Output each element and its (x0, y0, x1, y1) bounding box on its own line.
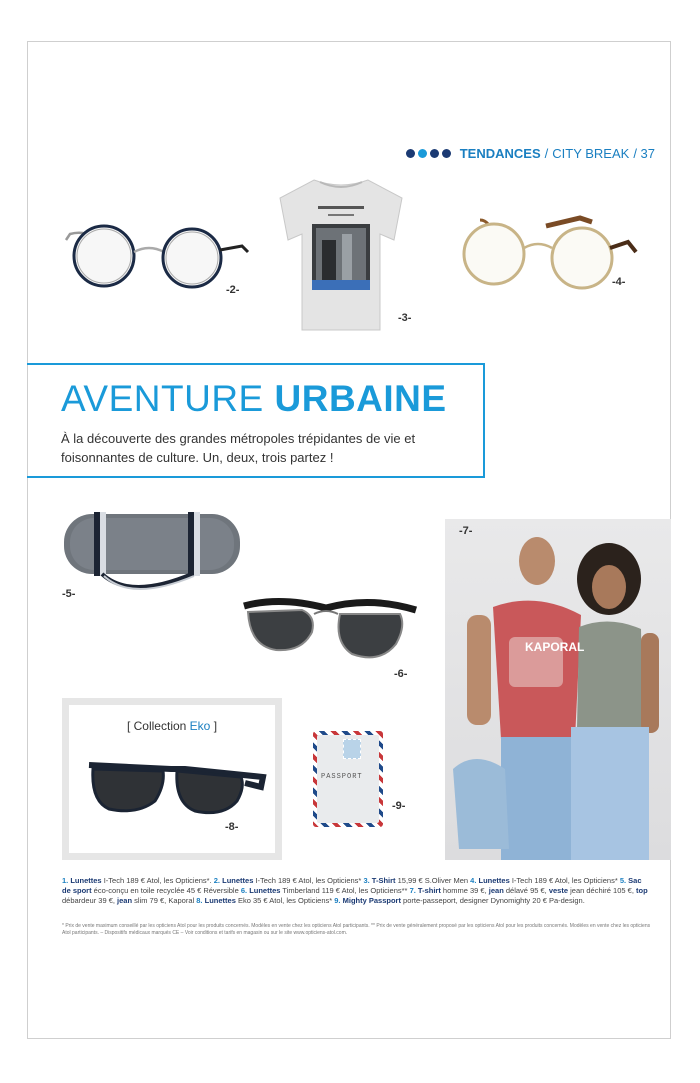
separator: / (544, 146, 549, 161)
couple-photo (445, 519, 671, 860)
item-number-5: -5- (62, 588, 76, 600)
caption-item: Lunettes (478, 876, 510, 885)
title-part-1: AVENTURE (61, 378, 275, 419)
caption-item: top (636, 886, 648, 895)
caption-item: Lunettes (249, 886, 281, 895)
tshirt-image (276, 176, 406, 334)
round-glasses-image (62, 220, 252, 290)
caption-number: 4. (470, 876, 479, 885)
item-number-7: -7- (459, 525, 473, 537)
collection-prefix: [ Collection (126, 719, 190, 733)
wayfarer-sunglasses-image (85, 757, 267, 821)
dot-icon (442, 149, 451, 158)
caption-item: Lunettes (70, 876, 102, 885)
caption-item: jean (117, 896, 133, 905)
caption-number: 1. (62, 876, 71, 885)
caption-item: T-Shirt (371, 876, 396, 885)
collection-title (69, 719, 275, 733)
item-number-2: -2- (226, 284, 240, 296)
caption-desc: Eko 35 € Atol, les Opticiens* (235, 896, 335, 905)
caption-item: veste (548, 886, 569, 895)
clubmaster-sunglasses-image (240, 596, 420, 676)
item-number-4: -4- (612, 276, 626, 288)
caption-item: jean (488, 886, 504, 895)
page-number: / 37 (633, 146, 655, 161)
caption-item: Sac de sport (62, 876, 642, 895)
caption-desc: I-Tech 189 € Atol, les Opticiens*. (101, 876, 214, 885)
collection-name: Eko (189, 719, 211, 733)
caption-number: 5. (619, 876, 629, 885)
caption-desc: éco-conçu en toile recyclée 45 € Réversible (91, 886, 241, 895)
dot-icon (406, 149, 415, 158)
tshirt-print-text: KAPORAL (525, 640, 585, 654)
caption-desc: I-Tech 189 € Atol, les Opticiens* (509, 876, 620, 885)
caption-desc: Timberland 119 € Atol, les Opticiens** (280, 886, 410, 895)
caption-desc: jean déchiré 105 €, (568, 886, 636, 895)
caption-item: Lunettes (204, 896, 236, 905)
caption-item: T-shirt (417, 886, 441, 895)
product-caption (62, 876, 652, 906)
title-part-2: URBAINE (274, 378, 447, 419)
page-title (61, 378, 447, 420)
eko-collection-box (62, 698, 282, 860)
page-subtitle: À la découverte des grandes métropoles trépidantes de vie et foisonnantes de culture. Un, deux, trois partez ! (61, 431, 416, 465)
subsection-name: CITY BREAK (552, 146, 630, 161)
legal-footnote: * Prix de vente maximum conseillé par les opticiens Atol pour les produits concernés. Modèles en vente chez les opticiens Atol participants. ** Prix de vente généralement proposé par les opticiens Atol pour les produits concernés. Modèles en vente chez les opticiens Atol participants. – Dispositifs médicaux marqués CE – Voir conditions et tarifs en magasin ou sur le site www.opticiens-atol.com. (62, 923, 651, 936)
caption-desc: slim 79 €, Kaporal (132, 896, 197, 905)
collection-suffix: ] (210, 719, 218, 733)
duffle-bag-image (60, 508, 244, 600)
caption-number: 9. (334, 896, 343, 905)
caption-number: 7. (409, 886, 418, 895)
caption-desc: débardeur 39 €, (62, 896, 118, 905)
caption-desc: homme 39 €, (440, 886, 489, 895)
item-number-3: -3- (398, 312, 412, 324)
page-header (406, 146, 655, 161)
item-number-6: -6- (394, 668, 408, 680)
couple-illustration (445, 519, 671, 860)
caption-number: 2. (213, 876, 223, 885)
section-name: TENDANCES (459, 146, 541, 161)
dot-icon (430, 149, 439, 158)
caption-desc: délavé 95 €, (503, 886, 549, 895)
caption-number: 3. (363, 876, 372, 885)
header-dots (406, 149, 451, 158)
caption-number: 6. (240, 886, 250, 895)
passport-holder-image (313, 731, 383, 827)
item-number-8: -8- (225, 821, 239, 833)
passport-text: PASSPORT (321, 773, 363, 781)
caption-desc: porte-passeport, designer Dynomighty 20 € Pa-design. (400, 896, 585, 905)
title-box (27, 363, 485, 478)
caption-item: Mighty Passport (342, 896, 401, 905)
caption-desc: I-Tech 189 € Atol, les Opticiens* (253, 876, 364, 885)
dot-icon (418, 149, 427, 158)
item-number-9: -9- (392, 800, 406, 812)
caption-desc: 15,99 € S.Oliver Men (395, 876, 471, 885)
caption-number: 8. (196, 896, 205, 905)
caption-item: Lunettes (222, 876, 254, 885)
